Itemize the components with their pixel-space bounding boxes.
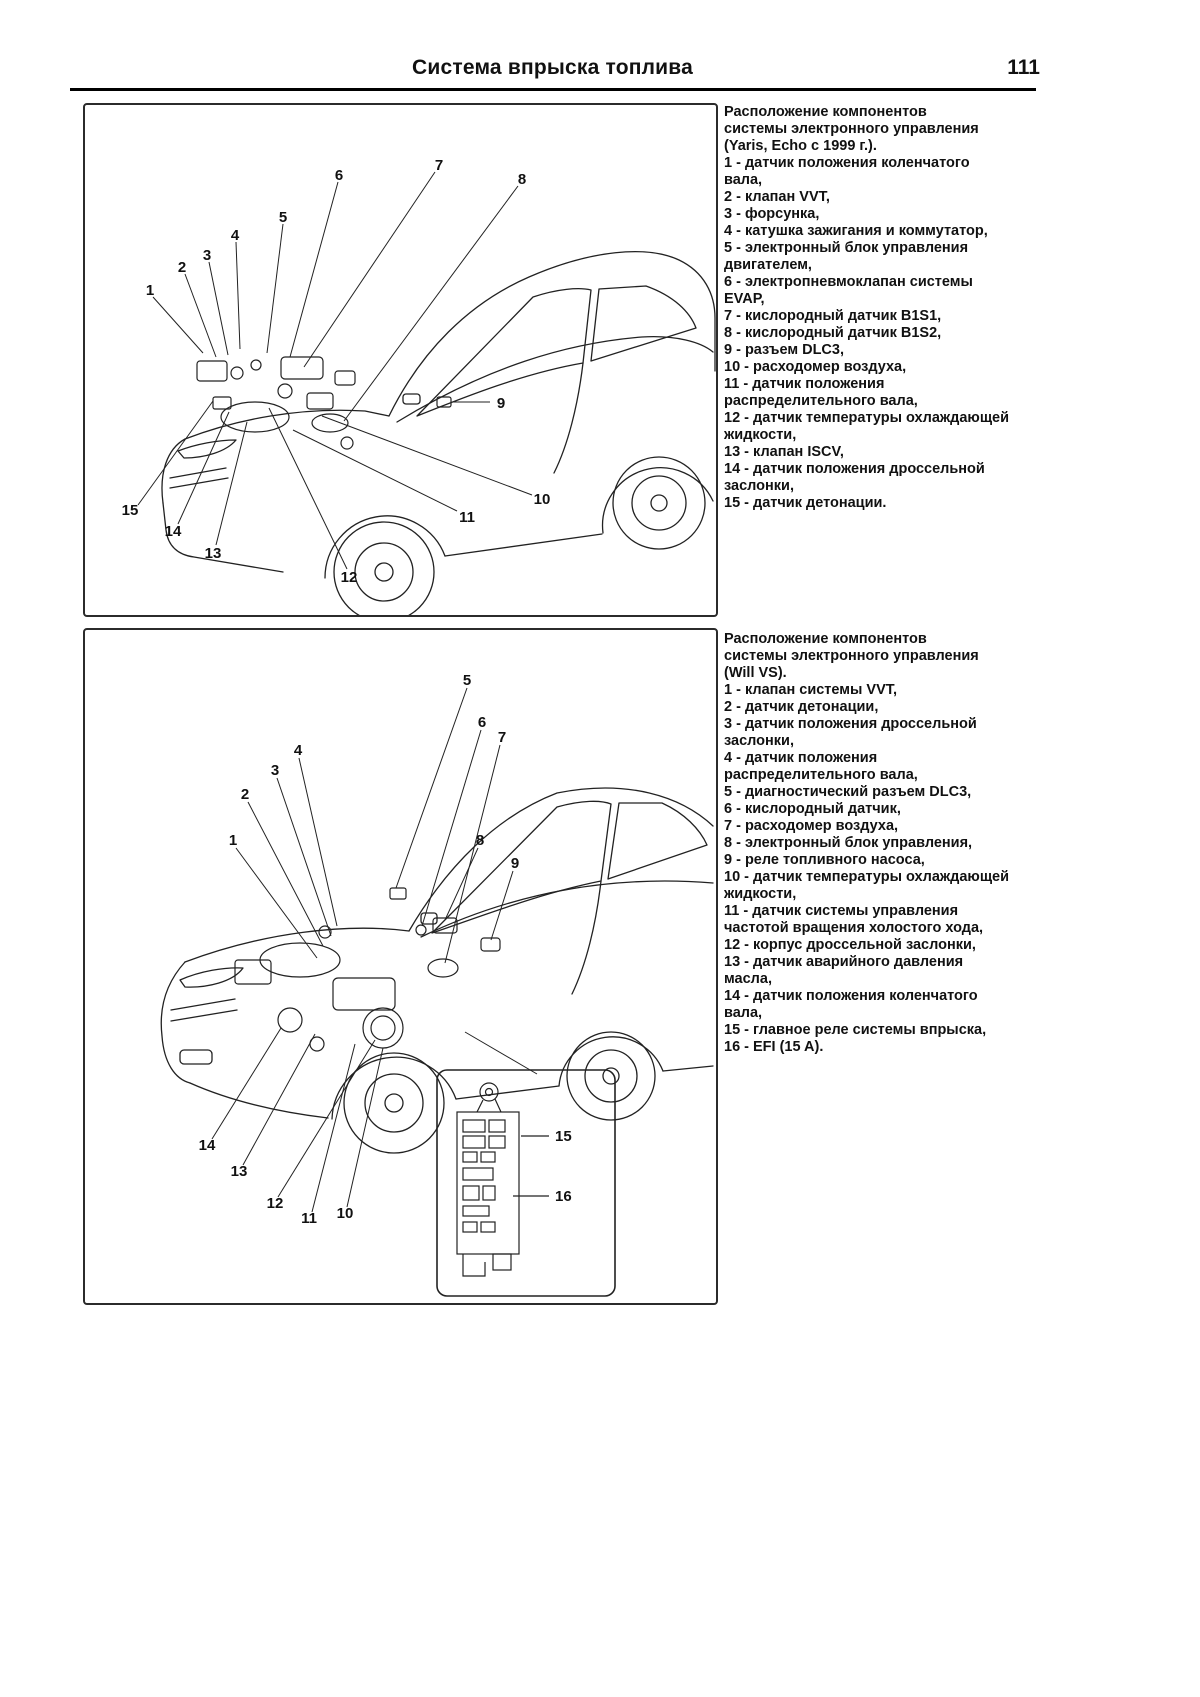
legend-item: 7 - кислородный датчик B1S1, <box>724 308 942 324</box>
figure1-diagram <box>85 105 716 615</box>
car2-body <box>161 788 713 1119</box>
callout-3: 3 <box>202 247 212 264</box>
figure1-caption-line: системы электронного управления <box>724 121 979 137</box>
car1-wheels <box>334 457 705 615</box>
legend-item: 13 - клапан ISCV, <box>724 444 844 460</box>
callout-13: 13 <box>230 1163 248 1180</box>
callout-14: 14 <box>164 523 182 540</box>
callout-14: 14 <box>198 1137 216 1154</box>
page-number: 111 <box>1007 56 1040 79</box>
legend-item: 12 - датчик температуры охлаждающей жидкости, <box>724 410 1010 443</box>
legend-item: 11 - датчик положения распределительного вала, <box>724 376 918 409</box>
callout-12: 12 <box>266 1195 284 1212</box>
figure2-diagram <box>85 630 716 1303</box>
legend-item: 5 - диагностический разъем DLC3, <box>724 784 972 800</box>
legend-item: 9 - реле топливного насоса, <box>724 852 925 868</box>
figure2-caption-line: (Will VS). <box>724 665 787 681</box>
callout-2: 2 <box>240 786 250 803</box>
fusebox-inset <box>437 1070 615 1296</box>
callout-7: 7 <box>434 157 444 174</box>
legend-item: 10 - расходомер воздуха, <box>724 359 907 375</box>
car1-body <box>162 252 715 578</box>
figure2-frame <box>83 628 718 1305</box>
inset-callout-labels <box>555 1128 572 1205</box>
callout-1: 1 <box>145 282 155 299</box>
callout-2: 2 <box>177 259 187 276</box>
legend-item: 3 - форсунка, <box>724 206 820 222</box>
legend-item: 10 - датчик температуры охлаждающей жидкости, <box>724 869 1010 902</box>
legend-item: 15 - главное реле системы впрыска, <box>724 1022 987 1038</box>
car2-engine-components <box>235 888 500 1051</box>
callout-5: 5 <box>278 209 288 226</box>
callout-7: 7 <box>497 729 507 746</box>
legend-item: 2 - клапан VVT, <box>724 189 830 205</box>
callout-13: 13 <box>204 545 222 562</box>
legend-item: 4 - датчик положения распределительного вала, <box>724 750 918 783</box>
legend-item: 5 - электронный блок управления двигателем, <box>724 240 969 273</box>
car2-callout-labels <box>199 672 520 1227</box>
legend-item: 14 - датчик положения дроссельной заслонки, <box>724 461 985 494</box>
callout-8: 8 <box>475 832 485 849</box>
legend-item: 8 - кислородный датчик B1S2, <box>724 325 942 341</box>
legend-item: 8 - электронный блок управления, <box>724 835 973 851</box>
callout-5: 5 <box>462 672 472 689</box>
figure1-caption-line: (Yaris, Echo с 1999 г.). <box>724 138 877 154</box>
figure2-caption-line: Расположение компонентов <box>724 631 927 647</box>
callout-12: 12 <box>340 569 358 586</box>
callout-16: 16 <box>555 1188 572 1205</box>
callout-9: 9 <box>510 855 520 872</box>
legend-item: 15 - датчик детонации. <box>724 495 887 511</box>
callout-15: 15 <box>555 1128 572 1145</box>
figure2-caption-line: системы электронного управления <box>724 648 979 664</box>
callout-10: 10 <box>533 491 551 508</box>
car2-wheels <box>344 1032 655 1153</box>
legend-item: 6 - электропневмоклапан системы EVAP, <box>724 274 973 307</box>
figure1-caption-line: Расположение компонентов <box>724 104 927 120</box>
car2-callout-lines <box>212 688 537 1212</box>
callout-10: 10 <box>336 1205 354 1222</box>
callout-8: 8 <box>517 171 527 188</box>
legend-item: 9 - разъем DLC3, <box>724 342 844 358</box>
figure2-legend <box>724 631 1010 1056</box>
car1-engine-components <box>197 357 451 449</box>
callout-9: 9 <box>496 395 506 412</box>
page-title: Система впрыска топлива <box>412 56 693 79</box>
callout-11: 11 <box>459 509 475 526</box>
legend-item: 1 - клапан системы VVT, <box>724 682 898 698</box>
callout-1: 1 <box>228 832 238 849</box>
callout-15: 15 <box>121 502 139 519</box>
legend-item: 13 - датчик аварийного давления масла, <box>724 954 964 987</box>
callout-4: 4 <box>293 742 303 759</box>
legend-item: 6 - кислородный датчик, <box>724 801 901 817</box>
callout-6: 6 <box>334 167 344 184</box>
figure1-frame <box>83 103 718 617</box>
legend-item: 2 - датчик детонации, <box>724 699 879 715</box>
legend-item: 3 - датчик положения дроссельной заслонки, <box>724 716 977 749</box>
header-rule <box>70 88 1036 91</box>
figure1-legend <box>724 104 1010 512</box>
legend-item: 16 - EFI (15 A). <box>724 1039 824 1055</box>
callout-3: 3 <box>270 762 280 779</box>
legend-item: 12 - корпус дроссельной заслонки, <box>724 937 976 953</box>
legend-item: 4 - катушка зажигания и коммутатор, <box>724 223 988 239</box>
callout-4: 4 <box>230 227 240 244</box>
callout-6: 6 <box>477 714 487 731</box>
legend-item: 1 - датчик положения коленчатого вала, <box>724 155 970 188</box>
legend-item: 11 - датчик системы управления частотой вращения холостого хода, <box>724 903 984 936</box>
legend-item: 7 - расходомер воздуха, <box>724 818 899 834</box>
callout-11: 11 <box>301 1210 317 1227</box>
legend-item: 14 - датчик положения коленчатого вала, <box>724 988 978 1021</box>
